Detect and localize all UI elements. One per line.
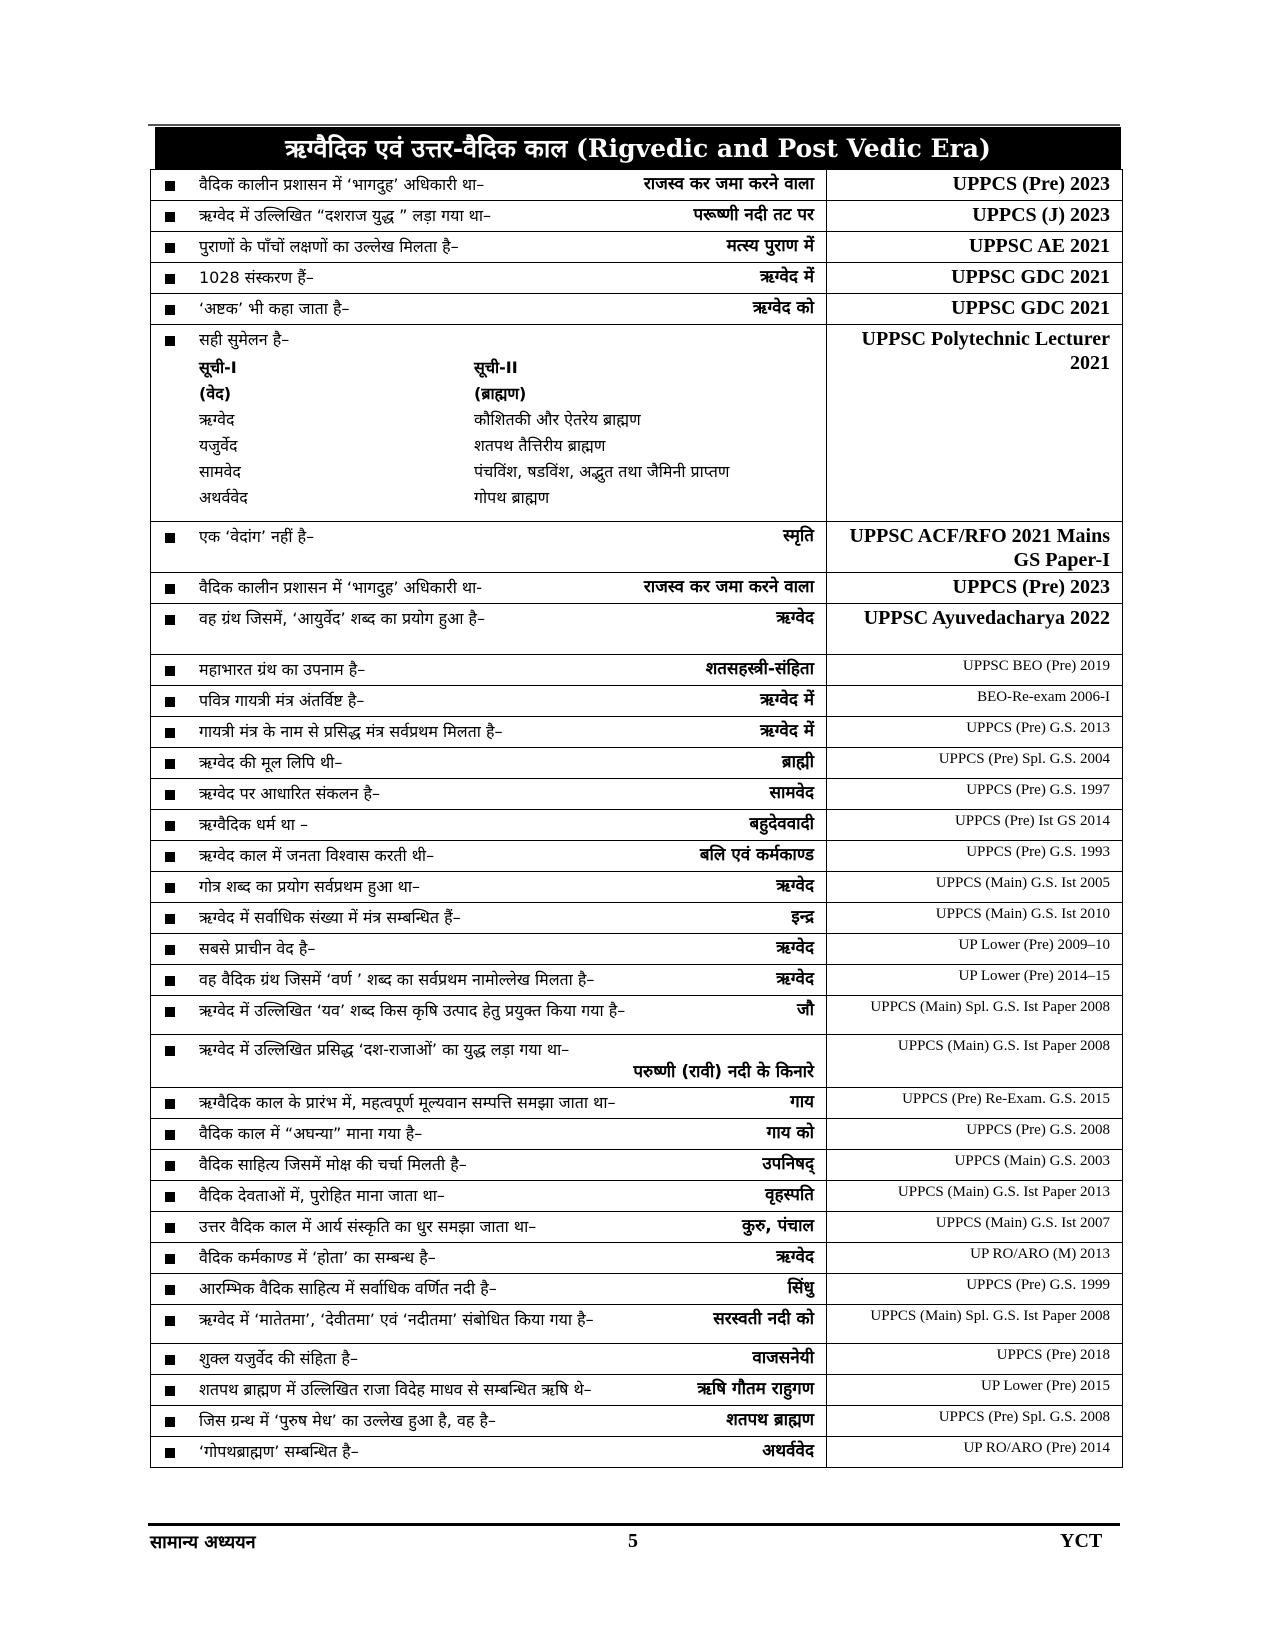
source-text: UP Lower (Pre) 2015: [980, 1378, 1110, 1394]
source-text: UPPSC Ayuvedacharya 2022: [863, 607, 1110, 629]
list-1-item: अथर्ववेद: [199, 488, 248, 507]
table-row: [151, 263, 1123, 294]
table-row: [151, 1119, 1123, 1150]
answer-text: राजस्व कर जमा करने वाला: [643, 577, 814, 597]
question-text: शतपथ ब्राह्मण में उल्लिखित राजा विदेह माधव से सम्बन्धित ऋषि थे–: [199, 1380, 592, 1399]
answer-text: अथर्ववेद: [762, 1441, 814, 1461]
source-text: UPPCS (Pre) 2018: [996, 1347, 1110, 1363]
table-row: [151, 655, 1123, 686]
question-text: पवित्र गायत्री मंत्र अंतर्विष्ट है–: [199, 691, 365, 710]
source-text: UPPCS (Main) G.S. 2003: [954, 1153, 1110, 1169]
bullet-icon: [165, 1099, 175, 1109]
source-text: UPPCS (Main) G.S. Ist Paper 2013: [897, 1184, 1110, 1200]
bullet-icon: [165, 1254, 175, 1264]
answer-text: सिंधु: [787, 1278, 814, 1298]
list-1-item: यजुर्वेद: [199, 436, 238, 455]
answer-text: सामवेद: [769, 783, 814, 803]
list-1-heading: सूची-I: [199, 358, 237, 377]
source-text: UPPSC GDC 2021: [951, 297, 1110, 319]
table-row: [151, 1274, 1123, 1305]
answer-text: बलि एवं कर्मकाण्ड: [699, 845, 814, 865]
source-text: UPPCS (Pre) Spl. G.S. 2008: [938, 1409, 1110, 1425]
bullet-icon: [165, 976, 175, 986]
bullet-icon: [165, 1161, 175, 1171]
answer-text: सरस्वती नदी को: [713, 1309, 814, 1329]
bullet-icon: [165, 181, 175, 191]
list-2-item: शतपथ तैत्तिरीय ब्राह्मण: [474, 436, 606, 455]
source-text: UPPCS (Main) Spl. G.S. Ist Paper 2008: [870, 999, 1110, 1015]
table-row: [151, 294, 1123, 325]
source-text: UPPSC GDC 2021: [951, 266, 1110, 288]
bullet-icon: [165, 821, 175, 831]
question-text: गायत्री मंत्र के नाम से प्रसिद्ध मंत्र सर्वप्रथम मिलता है–: [199, 722, 503, 741]
bullet-icon: [165, 1007, 175, 1017]
bullet-icon: [165, 945, 175, 955]
source-text: UPPCS (Main) G.S. Ist Paper 2008: [897, 1038, 1110, 1054]
footer-rule: [148, 1523, 1120, 1526]
answer-text: ऋषि गौतम राहुगण: [697, 1379, 814, 1399]
bullet-icon: [165, 697, 175, 707]
source-text: UPPCS (J) 2023: [972, 204, 1110, 226]
question-text: उत्तर वैदिक काल में आर्य संस्कृति का धुर समझा जाता था–: [199, 1217, 537, 1236]
question-text: वैदिक देवताओं में, पुरोहित माना जाता था–: [199, 1186, 445, 1205]
list-2-item: पंचविंश, षडविंश, अद्भुत तथा जैमिनी प्राप्तण: [474, 462, 730, 481]
question-text: ऋग्वेद में ‘मातेतमा’, ‘देवीतमा’ एवं ‘नदीतमा’ संबोधित किया गया है–: [199, 1310, 594, 1329]
source-text: UPPCS (Main) G.S. Ist 2007: [935, 1215, 1110, 1231]
table-row: [151, 841, 1123, 872]
bullet-icon: [165, 305, 175, 315]
bullet-icon: [165, 1417, 175, 1427]
question-text: महाभारत ग्रंथ का उपनाम है–: [199, 660, 366, 679]
table-row: [151, 232, 1123, 263]
answer-text: ऋग्वेद में: [760, 690, 814, 710]
table-row: [151, 170, 1123, 201]
question-text: ऋग्वेद में उल्लिखित प्रसिद्ध ‘दश-राजाओं’ का युद्ध लड़ा गया था–: [199, 1040, 570, 1059]
footer-subject: सामान्य अध्ययन: [150, 1532, 256, 1553]
question-text: 1028 संस्करण हैं–: [199, 268, 314, 287]
question-text: एक ‘वेदांग’ नहीं है–: [199, 527, 315, 546]
source-text: UPPCS (Pre) 2023: [952, 173, 1110, 195]
source-text: UPPCS (Pre) G.S. 1997: [966, 782, 1110, 798]
table-row: [151, 686, 1123, 717]
answer-text: ऋग्वेद में: [760, 267, 814, 287]
bullet-icon: [165, 666, 175, 676]
table-row: [151, 1344, 1123, 1375]
answer-text: ऋग्वेद: [776, 876, 814, 896]
question-text: ‘गोपथब्राह्मण’ सम्बन्धित है–: [199, 1442, 359, 1461]
bullet-icon: [165, 1285, 175, 1295]
table-row: [151, 810, 1123, 841]
question-table: [150, 169, 1123, 1468]
list-1-subheading: (वेद): [199, 384, 232, 403]
section-title: ऋग्वैदिक एवं उत्तर-वैदिक काल (Rigvedic and Post Vedic Era): [155, 127, 1121, 169]
table-row: [151, 1035, 1123, 1088]
bullet-icon: [165, 1192, 175, 1202]
answer-text: ब्राह्मी: [781, 752, 814, 772]
answer-text: कुरु, पंचाल: [742, 1216, 814, 1236]
question-text: वह ग्रंथ जिसमें, ‘आयुर्वेद’ शब्द का प्रयोग हुआ है–: [199, 609, 486, 628]
table-row: [151, 965, 1123, 996]
table-row: [151, 1212, 1123, 1243]
table-row: [151, 717, 1123, 748]
table-row: [151, 872, 1123, 903]
match-row: [151, 325, 1123, 522]
question-text: वैदिक कालीन प्रशासन में ‘भागदुह’ अधिकारी था-: [199, 578, 483, 597]
question-text: ऋग्वेद काल में जनता विश्वास करती थी–: [199, 846, 435, 865]
source-text: UPPCS (Pre) G.S. 2008: [966, 1122, 1110, 1138]
bullet-icon: [165, 759, 175, 769]
answer-text: मत्स्य पुराण में: [726, 236, 814, 256]
bullet-icon: [165, 584, 175, 594]
question-text: ऋग्वेद की मूल लिपि थी–: [199, 753, 343, 772]
question-text: सबसे प्राचीन वेद है–: [199, 939, 316, 958]
match-list: [151, 351, 826, 515]
answer-text: ऋग्वेद: [776, 608, 814, 628]
bullet-icon: [165, 212, 175, 222]
question-text: पुराणों के पाँचों लक्षणों का उल्लेख मिलता है–: [199, 237, 459, 256]
answer-text: परुष्णी (रावी) नदी के किनारे: [633, 1062, 814, 1082]
question-text: वैदिक कर्मकाण्ड में ‘होता’ का सम्बन्ध है–: [199, 1248, 436, 1267]
table-row: [151, 996, 1123, 1035]
source-text: UPPCS (Pre) G.S. 1993: [966, 844, 1110, 860]
publisher-name: YCT: [1060, 1530, 1103, 1552]
table-row: [151, 903, 1123, 934]
question-text: जिस ग्रन्थ में ‘पुरुष मेध’ का उल्लेख हुआ है, वह है–: [199, 1411, 496, 1430]
source-text: UPPSC ACF/RFO 2021 Mains GS Paper-I: [849, 525, 1110, 571]
source-text: BEO-Re-exam 2006-I: [977, 689, 1110, 705]
question-text: ऋग्वेद में उल्लिखित “दशराज युद्ध ” लड़ा गया था–: [199, 206, 492, 225]
list-2-heading: सूची-II: [474, 358, 518, 377]
answer-text: ऋग्वेद: [776, 938, 814, 958]
table-row: [151, 1437, 1123, 1468]
bullet-icon: [165, 533, 175, 543]
answer-text: ऋग्वेद को: [752, 298, 814, 318]
question-text: ऋग्वेद में सर्वाधिक संख्या में मंत्र सम्बन्धित हैं–: [199, 908, 461, 927]
answer-text: इन्द्र: [791, 907, 814, 927]
answer-text: गाय: [790, 1092, 814, 1112]
table-row: [151, 1243, 1123, 1274]
source-text: UP Lower (Pre) 2009–10: [958, 937, 1110, 953]
bullet-icon: [165, 728, 175, 738]
list-2-subheading: (ब्राह्मण): [474, 384, 527, 403]
answer-text: परूष्णी नदी तट पर: [693, 205, 814, 225]
bullet-icon: [165, 1223, 175, 1233]
table-row: [151, 1150, 1123, 1181]
list-1-item: ऋग्वेद: [199, 410, 235, 429]
bullet-icon: [165, 1316, 175, 1326]
table-row: [151, 1406, 1123, 1437]
question-text: शुक्ल यजुर्वेद की संहिता है–: [199, 1349, 358, 1368]
bullet-icon: [165, 1386, 175, 1396]
table-row: [151, 748, 1123, 779]
source-text: UPPCS (Main) Spl. G.S. Ist Paper 2008: [870, 1308, 1110, 1324]
table-row: [151, 1305, 1123, 1344]
question-text: वह वैदिक ग्रंथ जिसमें ‘वर्ण ’ शब्द का सर्वप्रथम नामोल्लेख मिलता है–: [199, 970, 595, 989]
answer-text: राजस्व कर जमा करने वाला: [643, 174, 814, 194]
answer-text: ऋग्वेद में: [760, 721, 814, 741]
table-row: [151, 1181, 1123, 1212]
bullet-icon: [165, 1130, 175, 1140]
page-number: 5: [628, 1530, 638, 1552]
answer-text: वृहस्पति: [765, 1185, 814, 1205]
bullet-icon: [165, 883, 175, 893]
list-1-item: सामवेद: [199, 462, 241, 481]
question-text: आरम्भिक वैदिक साहित्य में सर्वाधिक वर्णित नदी है–: [199, 1279, 497, 1298]
table-row: [151, 201, 1123, 232]
question-text: वैदिक काल में “अघन्या” माना गया है–: [199, 1124, 423, 1143]
source-text: UPPCS (Pre) Re-Exam. G.S. 2015: [902, 1091, 1110, 1107]
source-text: UPPCS (Pre) Ist GS 2014: [954, 813, 1110, 829]
source-text: UP Lower (Pre) 2014–15: [958, 968, 1110, 984]
answer-text: स्मृति: [783, 526, 814, 546]
question-text: ऋग्वैदिक धर्म था –: [199, 815, 309, 834]
question-text: ऋग्वेद पर आधारित संकलन है–: [199, 784, 380, 803]
question-text: ऋग्वैदिक काल के प्रारंभ में, महत्वपूर्ण मूल्यवान सम्पत्ति समझा जाता था–: [199, 1093, 616, 1112]
source-text: UPPSC AE 2021: [968, 235, 1110, 257]
bullet-icon: [165, 1448, 175, 1458]
bullet-icon: [165, 615, 175, 625]
bullet-icon: [165, 243, 175, 253]
question-text: ऋग्वेद में उल्लिखित ‘यव’ शब्द किस कृषि उत्पाद हेतु प्रयुक्त किया गया है–: [199, 1001, 626, 1020]
top-rule: [148, 124, 1120, 126]
table-row: [151, 522, 1123, 573]
bullet-icon: [165, 1355, 175, 1365]
question-text: वैदिक साहित्य जिसमें मोक्ष की चर्चा मिलती है–: [199, 1155, 467, 1174]
question-text: सही सुमेलन है–: [199, 330, 290, 349]
source-text: UPPCS (Pre) 2023: [952, 576, 1110, 598]
table-row: [151, 934, 1123, 965]
bullet-icon: [165, 274, 175, 284]
answer-text: वाजसनेयी: [752, 1348, 814, 1368]
source-text: UPPCS (Pre) Spl. G.S. 2004: [938, 751, 1110, 767]
table-row: [151, 604, 1123, 655]
answer-text: शतपथ ब्राह्मण: [726, 1410, 814, 1430]
list-2-item: गोपथ ब्राह्मण: [474, 488, 550, 507]
answer-text: शतसहस्त्री-संहिता: [705, 659, 814, 679]
bullet-icon: [165, 914, 175, 924]
source-text: UPPCS (Main) G.S. Ist 2010: [935, 906, 1110, 922]
answer-text: ऋग्वेद: [776, 1247, 814, 1267]
table-row: [151, 573, 1123, 604]
source-text: UPPCS (Main) G.S. Ist 2005: [935, 875, 1110, 891]
source-text: UPPSC Polytechnic Lecturer 2021: [861, 328, 1110, 374]
table-row: [151, 1375, 1123, 1406]
table-row: [151, 1088, 1123, 1119]
source-text: UPPCS (Pre) G.S. 2013: [966, 720, 1110, 736]
source-text: UP RO/ARO (Pre) 2014: [963, 1440, 1110, 1456]
bullet-icon: [165, 1046, 175, 1056]
list-2-item: कौशितकी और ऐतरेय ब्राह्मण: [474, 410, 641, 429]
question-text: गोत्र शब्द का प्रयोग सर्वप्रथम हुआ था–: [199, 877, 420, 896]
source-text: UPPSC BEO (Pre) 2019: [962, 658, 1110, 674]
bullet-icon: [165, 790, 175, 800]
source-text: UP RO/ARO (M) 2013: [970, 1246, 1110, 1262]
answer-text: गाय को: [766, 1123, 814, 1143]
answer-text: उपनिषद्: [762, 1154, 814, 1174]
table-row: [151, 779, 1123, 810]
question-text: वैदिक कालीन प्रशासन में ‘भागदुह’ अधिकारी था–: [199, 175, 485, 194]
answer-text: ऋग्वेद: [776, 969, 814, 989]
answer-text: बहुदेववादी: [749, 814, 814, 834]
bullet-icon: [165, 852, 175, 862]
answer-text: जौ: [796, 1000, 814, 1020]
question-text: ‘अष्टक’ भी कहा जाता है–: [199, 299, 350, 318]
source-text: UPPCS (Pre) G.S. 1999: [966, 1277, 1110, 1293]
bullet-icon: [165, 336, 175, 346]
